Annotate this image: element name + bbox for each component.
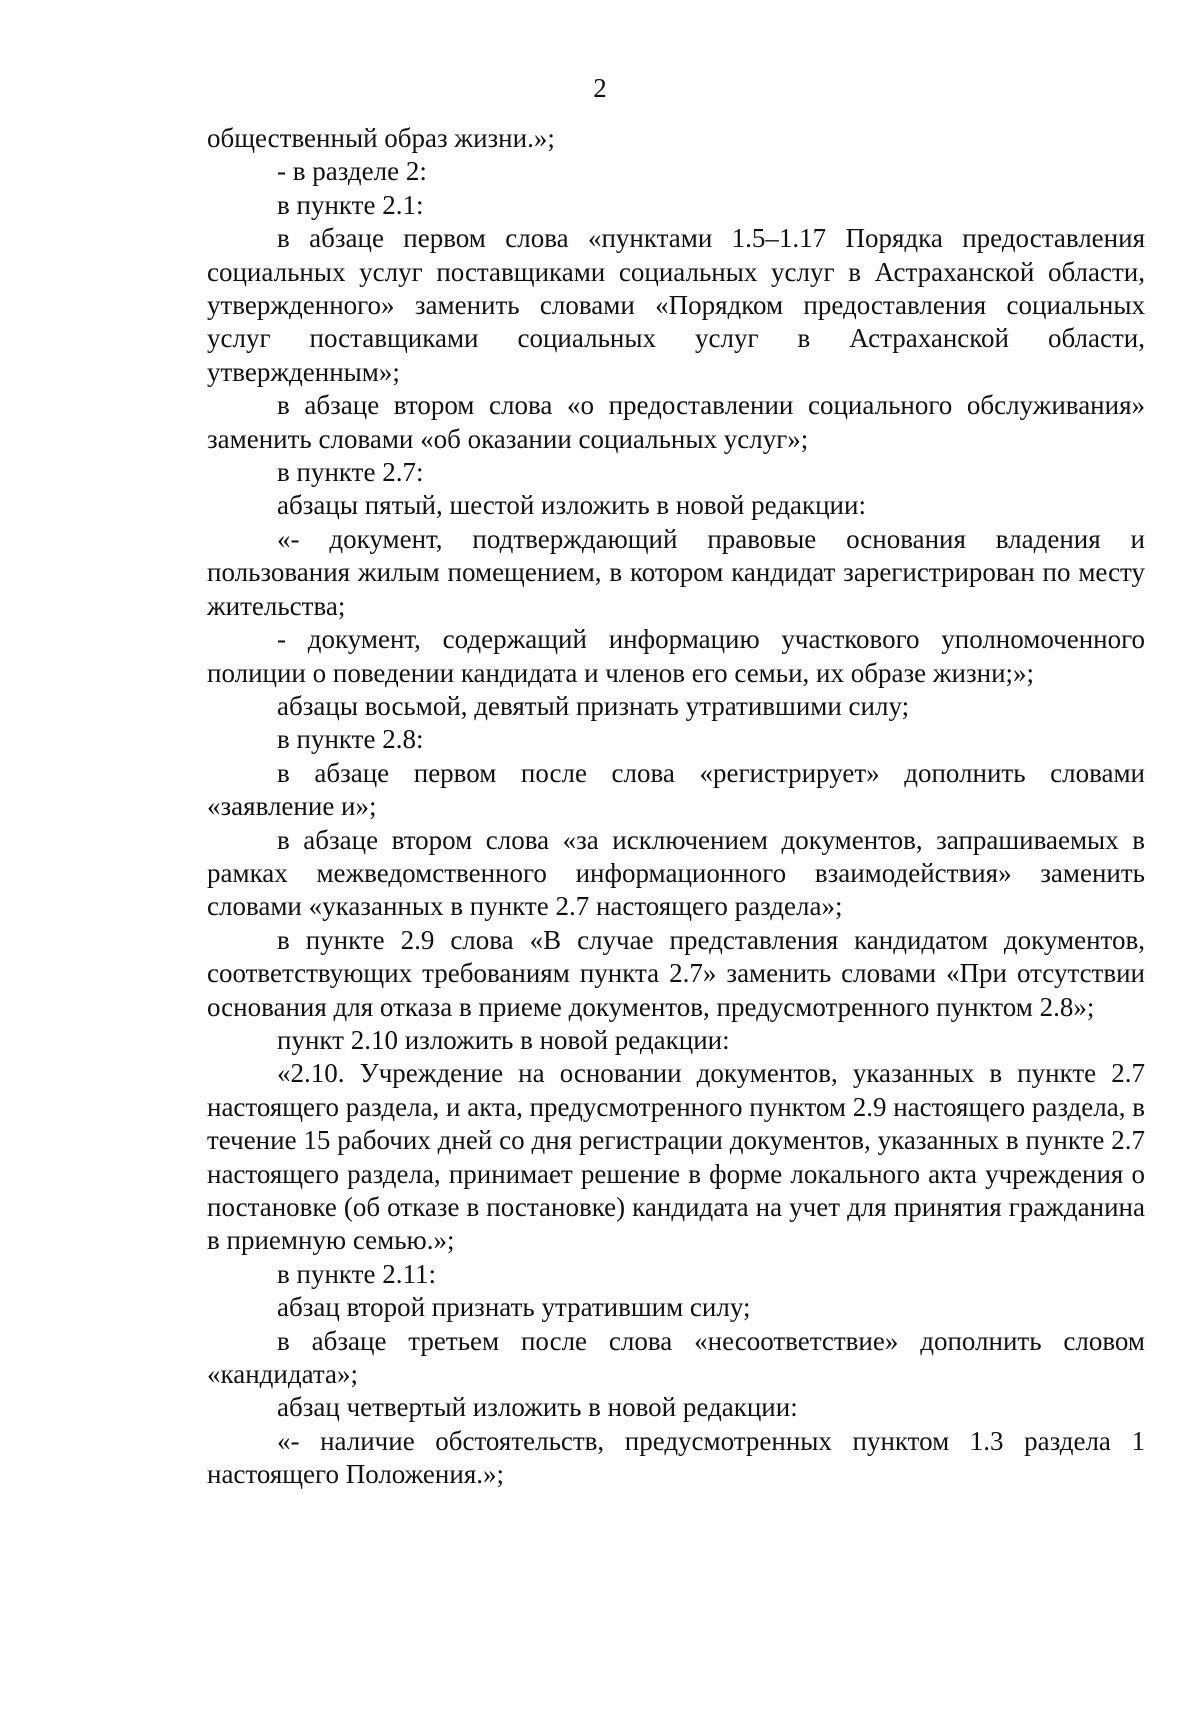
paragraph-12: в абзаце первом после слова «регистрирует» дополнить словами «заявление и»;: [207, 757, 1145, 822]
paragraph-11: в пункте 2.8:: [277, 724, 424, 755]
paragraph-7: абзацы пятый, шестой изложить в новой редакции:: [277, 490, 866, 521]
paragraph-15: пункт 2.10 изложить в новой редакции:: [277, 1024, 730, 1055]
paragraph-3: в пункте 2.1:: [277, 189, 424, 220]
paragraph-2: - в разделе 2:: [277, 156, 427, 187]
page-number: 2: [593, 73, 607, 103]
document-body: [207, 122, 1145, 1492]
paragraph-5: в абзаце втором слова «о предоставлении социального обслуживания» заменить словами «об оказании социальных услуг»;: [207, 390, 1145, 454]
paragraph-16: «2.10. Учреждение на основании документов, указанных в пункте 2.7 настоящего раздела, и акта, предусмотренного пунктом 2.9 настоящего раздела, в течение 15 рабочих дней со дня регистрации документов, указанных в пункте 2.7 настоящего раздела, принимает решение в форме локального акта учреждения о постановке (об отказе в постановке) кандидата на учет для принятия гражданина в приемную семью.»;: [207, 1058, 1145, 1256]
paragraph-18: абзац второй признать утратившим силу;: [277, 1292, 751, 1323]
paragraph-6: в пункте 2.7:: [277, 457, 424, 488]
paragraph-1: общественный образ жизни.»;: [207, 123, 555, 153]
paragraph-10: абзацы восьмой, девятый признать утратившими силу;: [277, 690, 910, 721]
paragraph-13: в абзаце втором слова «за исключением документов, запрашиваемых в рамках межведомственного информационного взаимодействия» заменить словами «указанных в пункте 2.7 настоящего раздела»;: [207, 824, 1145, 922]
paragraph-20: абзац четвертый изложить в новой редакции:: [277, 1392, 798, 1423]
paragraph-14: в пункте 2.9 слова «В случае представления кандидатом документов, соответствующих требованиям пункта 2.7» заменить словами «При отсутствии основания для отказа в приеме документов, предусмотренного пунктом 2.8»;: [207, 924, 1145, 1022]
paragraph-4: в абзаце первом слова «пунктами 1.5–1.17 Порядка предоставления социальных услуг поставщиками социальных услуг в Астраханской области, утвержденного» заменить словами «Порядком предоставления социальных услуг поставщиками социальных услуг в Астраханской области, утвержденным»;: [207, 223, 1145, 387]
paragraph-9: - документ, содержащий информацию участкового уполномоченного полиции о поведении кандидата и членов его семьи, их образе жизни;»;: [207, 624, 1145, 688]
paragraph-17: в пункте 2.11:: [277, 1258, 436, 1289]
paragraph-21: «- наличие обстоятельств, предусмотренных пунктом 1.3 раздела 1 настоящего Положения.»;: [207, 1425, 1145, 1490]
paragraph-19: в абзаце третьем после слова «несоответствие» дополнить словом «кандидата»;: [207, 1325, 1145, 1390]
paragraph-8: «- документ, подтверждающий правовые основания владения и пользования жилым помещением, в котором кандидат зарегистрирован по месту жительства;: [207, 523, 1145, 621]
